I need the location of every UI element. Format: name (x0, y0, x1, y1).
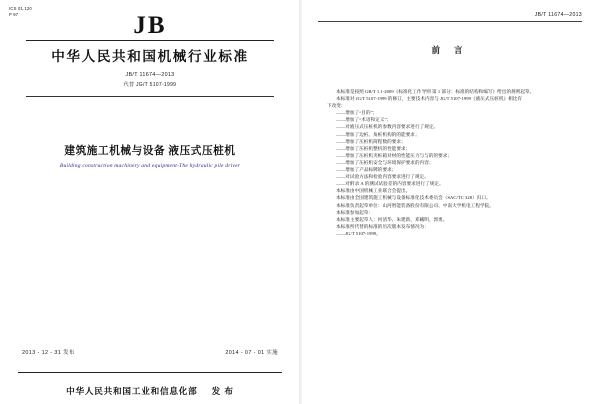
cover-effective-date: 2014 - 07 - 01 实施 (225, 350, 278, 356)
cover-replaces: 代替 JG/T 5107-1999 (123, 81, 177, 88)
foreword-page (300, 0, 600, 404)
foreword-paragraph: ——增加了压桩机夹桩箱对材的性能压力与与的的要求； (336, 152, 453, 158)
foreword-paragraph: 本标准主要起草人：何清华、朱建新、邓曦明、郭勇。 (336, 216, 448, 222)
cover-issuer-line (0, 385, 300, 397)
foreword-paragraph: ——增加了压桩机简程数的要求； (336, 138, 406, 144)
foreword-body (327, 88, 575, 237)
foreword-paragraph: ——增加了边桩、角桩机构的的能要求； (336, 131, 420, 137)
cover-standard-number: JB/T 11674—2013 (125, 72, 175, 78)
cover-title: 中华人民共和国机械行业标准 (51, 49, 249, 64)
cover-rule-bottom (18, 372, 282, 373)
cover-issuer-publish-label: 发 布 (211, 386, 234, 396)
foreword-paragraph: 本标准是按照 GB/T 1.1-2009《标准化工作导则 第 1 部分：标准的结构和编写》给出的规则起草。 (336, 89, 535, 94)
foreword-paragraph: 本标准对 JG/T 5107-1999 的修订，主要技术内容与 JG/T 5107-1999《液压式压桩机》相比有 (336, 96, 523, 102)
foreword-paragraph: ——增加了压桩机安全与环境保护要求的内容； (336, 159, 434, 165)
foreword-paragraph: ——增加了“术语和定义”； (336, 117, 392, 123)
foreword-header-rule (318, 21, 582, 22)
cover-rule-top (26, 40, 274, 41)
foreword-paragraph: ——增加了“目的”； (336, 110, 378, 116)
cover-rule-middle (26, 96, 274, 97)
foreword-paragraph: 本标准负责起草单位：山河智能装备股份有限公司、中南大学机电工程学院。 (336, 202, 494, 208)
cover-subject-title: 建筑施工机械与设备 液压式压桩机 (64, 146, 236, 157)
cover-emblem-jb: JB (133, 12, 167, 39)
foreword-title: 前 言 (431, 46, 469, 55)
cover-subject-title-english: Building construction machinery and equipment-The hydraulic pile driver (59, 163, 241, 169)
cover-ics-code: ICS 01.120 (9, 6, 32, 11)
foreword-paragraph: 本标准由中国机械工业联合会提出。 (336, 188, 411, 194)
foreword-paragraph: 本标准由全国建筑施工机械与设备标准化技术委员会（SAC/TC 328）归口。 (336, 195, 491, 201)
foreword-paragraph: ——增加了压桩机整机的性能要求； (336, 145, 411, 151)
foreword-paragraph: ——增加了产品标牌的要求； (336, 167, 397, 173)
foreword-running-header: JB/T 11674—2013 (534, 12, 582, 18)
cover-issue-date: 2013 - 12 - 31 发布 (22, 350, 75, 356)
foreword-paragraph: 本标准参加起草： (336, 209, 374, 215)
foreword-paragraph: ——JG/T 5107-1999。 (336, 230, 381, 236)
cover-standard-number-block (0, 72, 300, 88)
cover-issuer-name: 中华人民共和国工业和信息化部 (66, 386, 198, 396)
foreword-paragraph: 本标准所代替的标准的历次版本发布情况为： (336, 223, 429, 229)
foreword-paragraph: ——对附录 A 的测试试验差的内容要求进行了规定。 (336, 181, 444, 187)
cover-classification-code: P 97 (9, 12, 19, 18)
foreword-paragraph: ——对液压式压桩机的参数内容要求进行了规定。 (336, 124, 439, 130)
foreword-paragraph: ——对试验方法和检验内容要求进行了规定。 (336, 174, 429, 180)
foreword-paragraph: 下改变： (327, 103, 346, 109)
